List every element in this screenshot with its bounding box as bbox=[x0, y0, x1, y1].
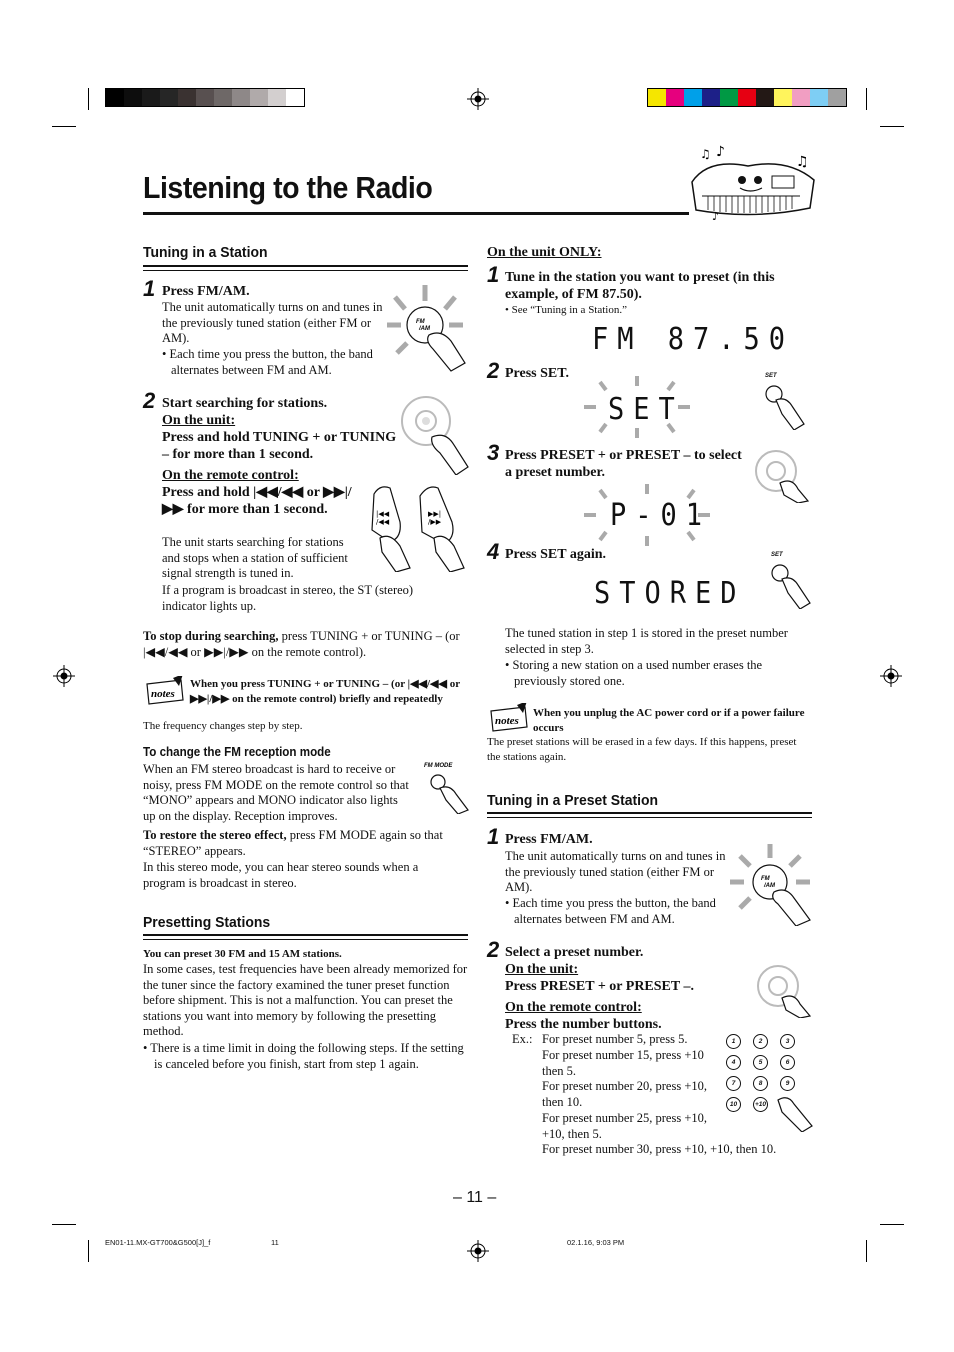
step-heading: Press FM/AM. bbox=[162, 284, 250, 299]
unit-instruction: Press and hold TUNING + or TUNING – for more than 1 second. bbox=[162, 430, 397, 462]
notes-icon bbox=[487, 703, 531, 733]
remote-key: 3 bbox=[780, 1034, 795, 1049]
unit-only-label: On the unit ONLY: bbox=[487, 245, 602, 260]
step-number: 2 bbox=[143, 388, 156, 413]
step-heading: Press SET again. bbox=[505, 547, 607, 562]
restore-label: To restore the stereo effect, bbox=[143, 828, 287, 842]
remote-key: 1 bbox=[726, 1034, 741, 1049]
svg-text:/◀◀: /◀◀ bbox=[376, 518, 390, 526]
fm-mode-heading: To change the FM reception mode bbox=[143, 745, 331, 759]
step-body: If a program is broadcast in stereo, the ST (stereo) indicator lights up. bbox=[162, 583, 414, 613]
set-button-label: SET bbox=[765, 373, 777, 379]
step-number: 1 bbox=[487, 262, 500, 287]
svg-text:notes: notes bbox=[495, 715, 519, 727]
remote-instruction: Press and hold |◀◀/◀◀ or ▶▶|/▶▶ for more than 1 second. bbox=[162, 485, 352, 517]
svg-text:▶▶|: ▶▶| bbox=[428, 510, 442, 518]
stop-label: To stop during searching, bbox=[143, 629, 279, 643]
section-rule bbox=[143, 270, 468, 271]
remote-label: On the remote control: bbox=[162, 468, 299, 483]
section-rule bbox=[487, 812, 812, 814]
presetting-intro: You can preset 30 FM and 15 AM stations. bbox=[143, 948, 342, 960]
svg-text:|◀◀: |◀◀ bbox=[376, 510, 390, 518]
svg-text:notes: notes bbox=[151, 688, 175, 700]
step-body: The unit starts searching for stations and stops when a station of sufficient signal strength is tuned in. bbox=[162, 535, 348, 581]
registration-target-icon bbox=[467, 1240, 489, 1262]
example-item: For preset number 5, press 5. bbox=[542, 1032, 688, 1046]
remote-key: 6 bbox=[780, 1055, 795, 1070]
crop-mark bbox=[866, 1240, 867, 1262]
example-item: For preset number 25, press +10, +10, then 5. bbox=[542, 1111, 708, 1141]
restore-text: press FM MODE again so that “STEREO” appears. bbox=[143, 828, 443, 858]
footer-timestamp: 02.1.16, 9:03 PM bbox=[567, 1238, 625, 1247]
crop-mark bbox=[880, 126, 904, 127]
fm-am-button-press-icon bbox=[728, 842, 812, 926]
step-number: 2 bbox=[487, 937, 500, 962]
step-heading: Start searching for stations. bbox=[162, 396, 328, 411]
step-bullet: • Each time you press the button, the band alternates between FM and AM. bbox=[162, 347, 373, 377]
page-title: Listening to the Radio bbox=[143, 170, 433, 205]
fm-mode-text: When an FM stereo broadcast is hard to receive or noisy, press FM MODE on the remote control so that “MONO” appears and MONO indicator also lights up on the display. Reception improves. bbox=[143, 762, 409, 823]
registration-target-icon bbox=[53, 665, 75, 687]
set-button-press-icon bbox=[766, 559, 812, 609]
unit-label: On the unit: bbox=[505, 962, 579, 977]
svg-text:♪: ♪ bbox=[716, 144, 725, 160]
step-number: 1 bbox=[143, 276, 156, 301]
set-button-label: SET bbox=[771, 552, 783, 558]
step-bullet: • Each time you press the button, the band alternates between FM and AM. bbox=[505, 896, 716, 926]
restore-text-2: In this stereo mode, you can hear stereo sounds when a program is broadcast in stereo. bbox=[143, 860, 419, 890]
tuning-dial-press-icon bbox=[398, 393, 470, 475]
svg-text:/AM: /AM bbox=[419, 326, 430, 332]
remote-key: +10 bbox=[753, 1097, 768, 1112]
remote-key: 9 bbox=[780, 1076, 795, 1091]
step-note: • See “Tuning in a Station.” bbox=[505, 304, 627, 316]
crop-mark bbox=[866, 88, 867, 110]
section-heading-presetting: Presetting Stations bbox=[143, 914, 271, 931]
step-heading: Tune in the station you want to preset (in this example, of FM 87.50). bbox=[505, 270, 775, 302]
preset-dial-press-icon bbox=[748, 960, 812, 1018]
example-item: For preset number 15, press +10 then 5. bbox=[542, 1048, 704, 1078]
section-rule bbox=[143, 934, 468, 936]
section-rule bbox=[143, 939, 468, 940]
section-rule bbox=[143, 265, 468, 267]
remote-key: 5 bbox=[753, 1055, 768, 1070]
svg-text:FM MODE: FM MODE bbox=[424, 763, 453, 769]
section-rule bbox=[487, 817, 812, 818]
notes-heading: When you press TUNING + or TUNING – (or |◀◀/◀◀ or ▶▶|/▶▶ on the remote control) briefly and repeatedly bbox=[190, 678, 460, 705]
step-heading: Press SET. bbox=[505, 366, 570, 381]
presetting-body: In some cases, test frequencies have been already memorized for the tuner since the factory examined the tuner preset function before shipment. This is not a malfunction. You can preset the stations you want into memory by following the presetting method. bbox=[143, 962, 468, 1039]
notes-icon bbox=[143, 676, 187, 706]
presetting-bullet: • There is a time limit in doing the following steps. If the setting is canceled before you finish, start from step 1 again. bbox=[143, 1041, 464, 1071]
stored-text: The tuned station in step 1 is stored in the preset number selected in step 3. bbox=[505, 626, 788, 656]
remote-instruction: Press the number buttons. bbox=[505, 1017, 662, 1032]
example-label: Ex.: bbox=[512, 1032, 533, 1046]
crop-mark bbox=[52, 1224, 76, 1225]
lcd-display: SET bbox=[608, 392, 684, 427]
title-rule bbox=[143, 212, 689, 215]
restore-stereo-note bbox=[143, 828, 468, 859]
registration-target-icon bbox=[880, 665, 902, 687]
svg-text:FM: FM bbox=[761, 876, 770, 882]
notes-heading: When you unplug the AC power cord or if a power failure occurs bbox=[533, 707, 805, 734]
footer-page: 11 bbox=[271, 1238, 279, 1247]
svg-text:♫: ♫ bbox=[700, 147, 711, 161]
section-heading-tuning-preset: Tuning in a Preset Station bbox=[487, 792, 659, 809]
unit-label: On the unit: bbox=[162, 413, 236, 428]
fm-am-button-press-icon bbox=[385, 283, 467, 373]
notes-text: The preset stations will be erased in a few days. If this happens, preset the stations again. bbox=[487, 736, 797, 763]
step-number: 4 bbox=[487, 539, 500, 564]
svg-text:♫: ♫ bbox=[796, 154, 809, 170]
svg-text:/AM: /AM bbox=[764, 883, 775, 889]
unit-instruction: Press PRESET + or PRESET –. bbox=[505, 979, 694, 994]
stop-searching-note bbox=[143, 629, 463, 660]
step-number: 1 bbox=[487, 824, 500, 849]
stop-text: press TUNING + or TUNING – (or |◀◀/◀◀ or ▶▶|/▶▶ on the remote control). bbox=[143, 629, 460, 659]
step-heading: Press PRESET + or PRESET – to select a preset number. bbox=[505, 448, 742, 480]
svg-text:/▶▶: /▶▶ bbox=[428, 518, 442, 526]
remote-skip-buttons-press-icon bbox=[360, 482, 472, 572]
remote-key: 10 bbox=[726, 1097, 741, 1112]
remote-label: On the remote control: bbox=[505, 1000, 642, 1015]
example-item: For preset number 30, press +10, +10, then 10. bbox=[542, 1142, 777, 1156]
step-number: 2 bbox=[487, 358, 500, 383]
keyboard-mascot-icon bbox=[688, 140, 820, 222]
step-body: The unit automatically turns on and tunes in the previously tuned station (either FM or AM). bbox=[505, 849, 726, 895]
notes-text: The frequency changes step by step. bbox=[143, 720, 303, 732]
remote-key: 4 bbox=[726, 1055, 741, 1070]
step-body: The unit automatically turns on and tunes in the previously tuned station (either FM or AM). bbox=[162, 300, 383, 346]
finger-press-icon bbox=[774, 1092, 814, 1132]
example-item: For preset number 20, press +10, then 10. bbox=[542, 1079, 708, 1109]
gray-color-bar bbox=[105, 88, 305, 107]
lcd-display: STORED bbox=[594, 576, 746, 611]
crop-mark bbox=[880, 1224, 904, 1225]
section-heading-tuning: Tuning in a Station bbox=[143, 244, 268, 261]
crop-mark bbox=[88, 1240, 89, 1262]
step-number: 3 bbox=[487, 440, 500, 465]
remote-key: 2 bbox=[753, 1034, 768, 1049]
process-color-bar bbox=[647, 88, 847, 107]
svg-text:♪: ♪ bbox=[712, 210, 720, 222]
preset-dial-press-icon bbox=[748, 445, 810, 503]
registration-target-icon bbox=[467, 88, 489, 110]
crop-mark bbox=[88, 88, 89, 110]
remote-key: 8 bbox=[753, 1076, 768, 1091]
fm-mode-button-press-icon bbox=[420, 758, 472, 814]
crop-mark bbox=[52, 126, 76, 127]
lcd-display: P-01 bbox=[610, 498, 712, 533]
remote-key: 7 bbox=[726, 1076, 741, 1091]
step-heading: Press FM/AM. bbox=[505, 832, 593, 847]
set-button-press-icon bbox=[760, 380, 806, 430]
lcd-display: FM 87.50 bbox=[592, 322, 795, 357]
page-number: – 11 – bbox=[453, 1189, 497, 1206]
step-heading: Select a preset number. bbox=[505, 945, 644, 960]
stored-bullet: • Storing a new station on a used number erases the previously stored one. bbox=[505, 658, 763, 688]
svg-text:FM: FM bbox=[416, 319, 425, 325]
footer-filename: EN01-11.MX-GT700&G500[J]_f bbox=[105, 1238, 211, 1247]
